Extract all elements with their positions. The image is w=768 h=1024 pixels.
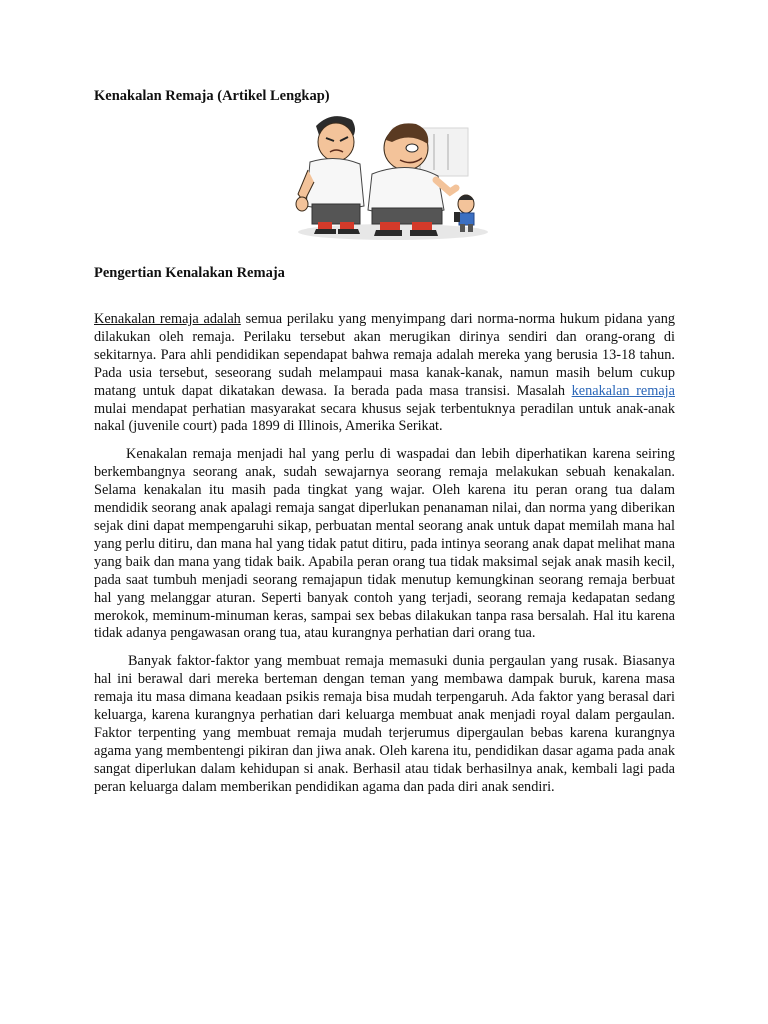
section-title: Pengertian Kenalakan Remaja (94, 265, 285, 281)
paragraph-3: Banyak faktor-faktor yang membuat remaja memasuki dunia pergaulan yang rusak. Biasanya hal ini berawal dari mereka berteman dengan teman yang membawa dampak buruk, karena masa remaja itu masa dimana keadaan psikis remaja bisa mudah terpengaruh. Ada faktor yang berasal dari keluarga, karena kurangnya perhatian dari keluarga membuat anak menjadi royal dalam pergaulan. Faktor terpenting yang membuat remaja mudah terjerumus dipergaulan bebas karena kurangnya agama yang membentengi pikiran dan jiwa anak. Oleh karena itu, pendidikan dasar agama pada anak sangat diperlukan dalam kehidupan si anak. Berhasil atau tidak berhasilnya anak, kembali lagi pada peran keluarga dalam memberikan pendidikan agama dan pada diri anak sendiri. (94, 653, 675, 795)
paragraph-1-text-a: semua perilaku yang menyimpang dari norma-norma hukum pidana yang dilakukan oleh remaja. Perilaku tersebut akan merugikan dirinya sendiri dan orang-orang di sekitarnya. Para ahli pendidikan sependapat bahwa remaja adalah mereka yang berusia 13-18 tahun. Pada usia tersebut, seseorang sudah melampaui masa kanak-kanak, namun masih belum cukup matang untuk dapat dikatakan dewasa. Ia berada pada masa transisi. Masalah (94, 311, 675, 399)
article-title: Kenakalan Remaja (Artikel Lengkap) (94, 88, 330, 104)
paragraph-1 (94, 311, 675, 436)
article-body (94, 311, 675, 807)
bullies-cartoon-illustration (288, 110, 488, 246)
link-kenakalan-remaja-adalah[interactable]: Kenakalan remaja adalah (94, 311, 241, 327)
paragraph-1-text-b: mulai mendapat perhatian masyarakat secara khusus sejak terbentuknya peradilan untuk anak-anak nakal (juvenile court) pada 1899 di Illinois, Amerika Serikat. (94, 400, 675, 435)
link-kenakalan-remaja[interactable]: kenakalan remaja (571, 382, 675, 399)
paragraph-2: Kenakalan remaja menjadi hal yang perlu di waspadai dan lebih diperhatikan karena seiring berkembangnya seorang anak, sudah sewajarnya seorang remaja melakukan sebuah kenakalan. Selama kenakalan itu masih pada tingkat yang wajar. Oleh karena itu peran orang tua dalam mendidik seorang anak apalagi remaja sangat diperlukan penanaman nilai, dan norma yang diberikan sejak dini dapat mempengaruhi sikap, perbuatan mental seorang anak untuk dapat memilah mana hal yang perlu ditiru, dan mana hal yang tidak patut ditiru, pada intinya seorang anak dapat melihat mana yang baik dan mana yang tidak baik. Apabila peran orang tua tidak maksimal sejak anak masih kecil, pada saat tumbuh menjadi seorang remajapun tidak menutup kemungkinan seorang remaja berbuat hal yang melanggar aturan. Seperti banyak contoh yang terjadi, seorang remaja kedapatan sedang merokok, meminum-minuman keras, sampai sex bebas dilakukan tanpa rasa bersalah. Hal itu karena tidak adanya pengawasan orang tua, atau kurangnya perhatian dari orang tua. (94, 446, 675, 642)
